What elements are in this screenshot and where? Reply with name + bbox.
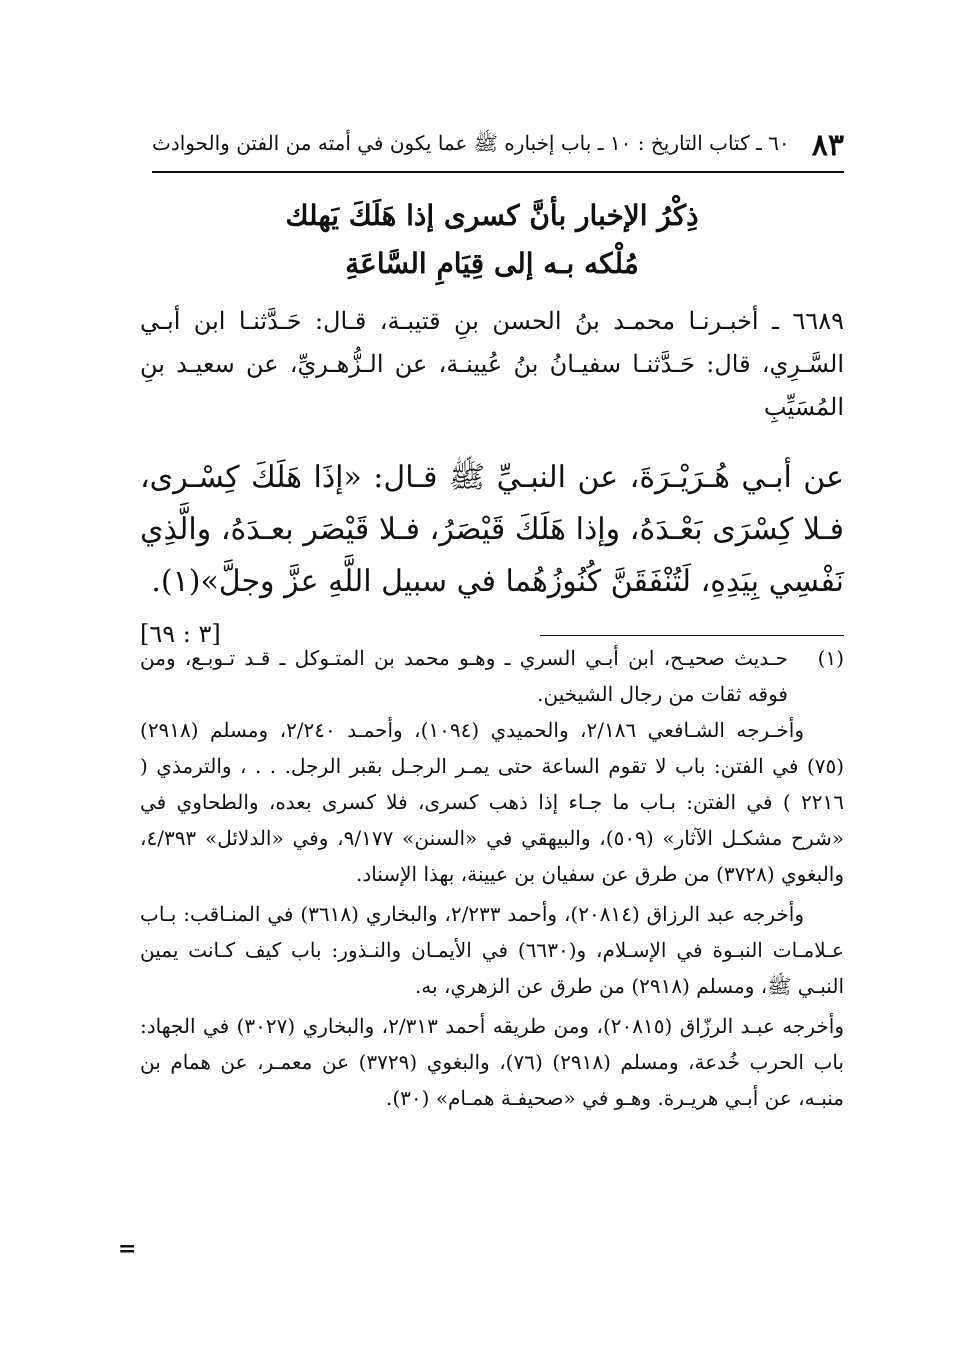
footnote-marker: (١) (817, 646, 844, 670)
running-head: ٦٠ ـ كتاب التاريخ : ١٠ ـ باب إخباره ﷺ عما يكون في أمته من الفتن والحوادث (152, 130, 790, 155)
footnote-rule (540, 635, 844, 636)
section-title (140, 192, 844, 288)
title-line-1: ذِكْرُ الإخبار بأنَّ كسرى إذا هَلَكَ يَهلك (285, 199, 699, 232)
footnote-paragraph-4: وأخرجه عبـد الرزّاق (٢٠٨١٥)، ومن طريقه أحمد ٢/٣١٣، والبخاري (٣٠٢٧) في الجهاد: باب الحرب خُدعة، ومسلم (٢٩١٨) (٧٦)، والبغوي (٣٧٢٩) عن معمـر، عن همام بن منبـه، عن أبـي هريـرة. وهـو في «صحيفـة همـام» (٣٠). (140, 1014, 845, 1110)
matn-text: عن أبـي هُـرَيْـرَةَ، عن النبـيِّ ﷺ قـال: «إذَا هَلَكَ كِسْـرى، فـلا كِسْرَى بَعْـدَهُ، وإذا هَلَكَ قَيْصَرُ، فـلا قَيْصَر بعـدَهُ، والَّذِي نَفْسِي بِيَدِهِ، لَتُنْفَقَنَّ كُنُوزُهُما في سبيل اللَّهِ عزَّ وجلَّ»(١). (140, 460, 844, 599)
hadith-reference: [٣ : ٦٩] (140, 620, 221, 648)
continuation-mark: = (118, 1236, 137, 1262)
footnote-paragraph-3: وأخرجه عبد الرزاق (٢٠٨١٤)، وأحمد ٢/٢٣٣، والبخاري (٣٦١٨) في المنـاقب: بـاب عـلامـات النبـوة في الإسـلام، و(٦٦٣٠) في الأيمـان والنـذور: باب كيف كـانت يمين النبـي ﷺ، ومسلم (٢٩١٨) من طرق عن الزهري، به. (140, 902, 844, 998)
hadith-matn (140, 452, 844, 660)
footnote-1-text: حـديث صحيـح، ابن أبـي السري ـ وهـو محمد بن المتـوكل ـ قـد تـوبـع، ومن فوقه ثقات من رجال الشيخين. (140, 646, 788, 706)
footnotes (140, 640, 844, 1120)
page-number: ٨٣ (811, 127, 844, 163)
hadith-isnad: ٦٦٨٩ ـ أخبـرنـا محمـد بنُ الحسن بنِ قتيبـة، قـال: حَـدَّثنـا ابن أبـي السَّـرِي، قال: حَـدَّثنـا سفيـانُ بنُ عُيينـة، عن الـزُّهـريِّ، عن سعيـد بنِ المُسَيِّبِ (140, 307, 844, 421)
header-rule (152, 171, 844, 173)
footnote-1 (140, 640, 844, 712)
page-header (152, 122, 844, 168)
footnote-paragraph-2: وأخـرجه الشـافعي ٢/١٨٦، والحميدي (١٠٩٤)، وأحمـد ٢/٢٤٠، ومسلم (٢٩١٨) (٧٥) في الفتن: باب لا تقوم الساعة حتى يمـر الرجـل بقبر الرجل. . . ، والترمذي ( ٢٢١٦ ) في الفتن: بـاب ما جـاء إذا ذهب كسرى، فلا كسرى بعده، والطحاوي في «شرح مشكـل الآثار» (٥٠٩)، والبيهقي في «السنن» ٩/١٧٧، وفي «الدلائل» ٤/٣٩٣، والبغوي (٣٧٢٨) من طرق عن سفيان بن عيينة، بهذا الإسناد. (140, 718, 845, 886)
title-line-2: مُلْكه بـه إلى قِيَامِ السَّاعَةِ (345, 247, 639, 280)
